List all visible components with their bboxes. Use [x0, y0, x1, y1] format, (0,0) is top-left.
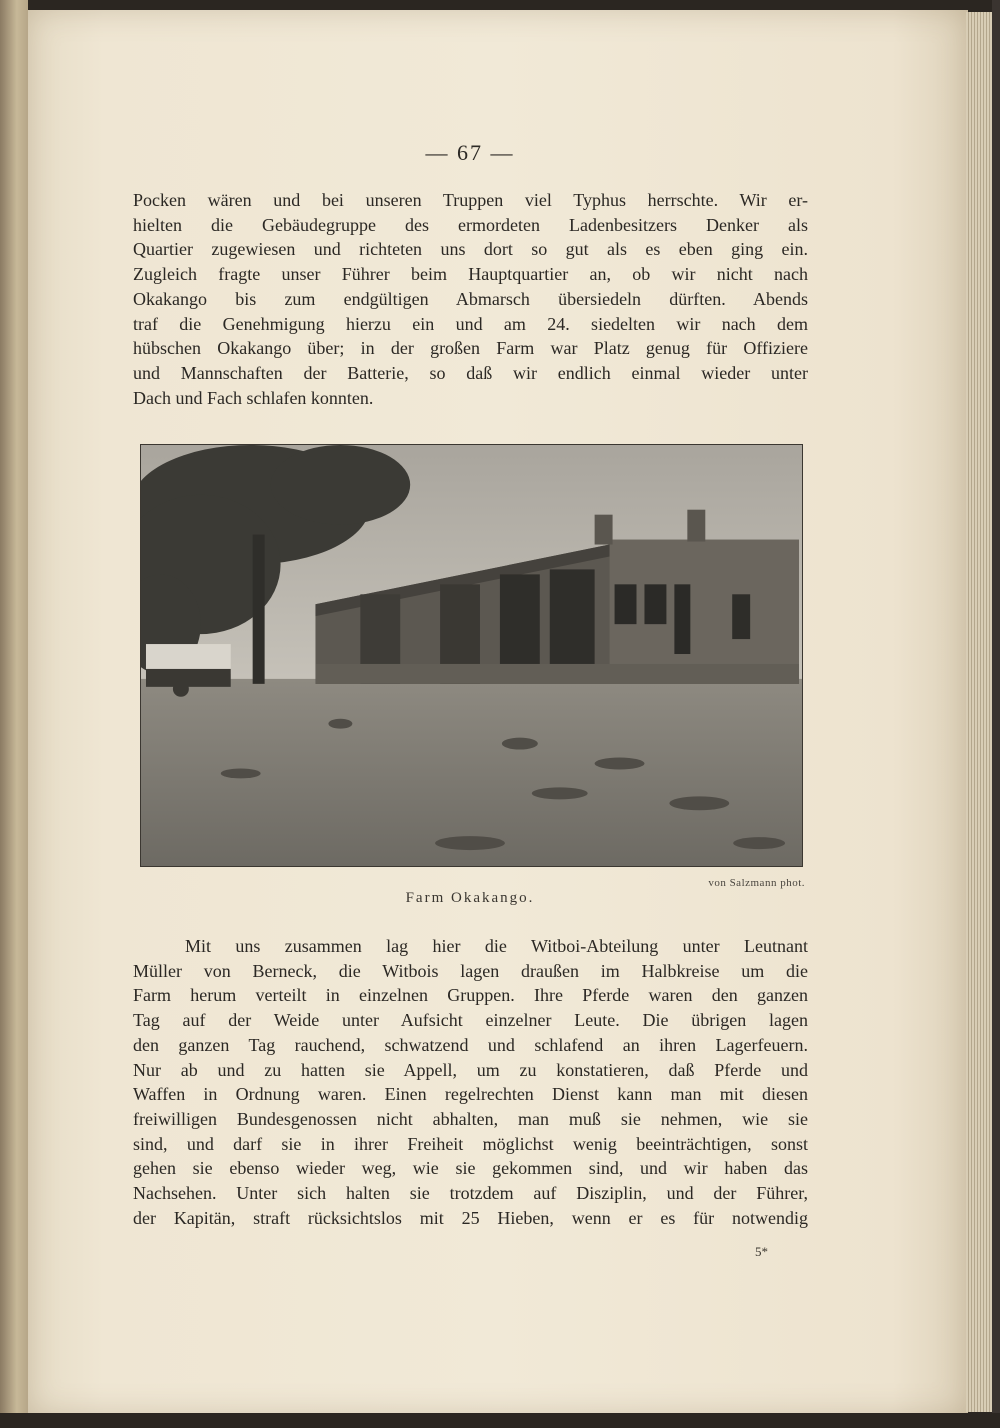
text-line: Okakango bis zum endgültigen Abmarsch übersiedeln dürften. Abends [133, 288, 808, 309]
farm-photograph [140, 444, 803, 867]
paragraph-1 [133, 188, 808, 410]
printer-signature: 5* [755, 1244, 768, 1259]
text-line: und Mannschaften der Batterie, so daß wir endlich einmal wieder unter [133, 362, 808, 383]
book-cover-edge [992, 0, 1000, 1428]
text-line: Farm herum verteilt in einzelnen Gruppen. Ihre Pferde waren den ganzen [133, 985, 808, 1006]
figure-caption: Farm Okakango. [405, 890, 535, 906]
text-line: gehen sie ebenso wieder weg, wie sie gekommen sind, und wir haben das [133, 1158, 808, 1179]
text-line: Nachsehen. Unter sich halten sie trotzdem auf Disziplin, und der Führer, [133, 1183, 808, 1204]
text-line: Pocken wären und bei unseren Truppen viel Typhus herrschte. Wir er- [133, 190, 808, 210]
text-line: Quartier zugewiesen und richteten uns dort so gut als es eben ging ein. [133, 239, 808, 260]
book-bottom-edge [0, 1413, 1000, 1428]
text-line: der Kapitän, straft rücksichtslos mit 25 Hieben, wenn er es für notwendig [133, 1207, 808, 1228]
text-line: Waffen in Ordnung waren. Einen regelrechten Dienst kann man mit diesen [133, 1084, 808, 1105]
book-spine [0, 0, 28, 1428]
text-line: Mit uns zusammen lag hier die Witboi-Abteilung unter Leutnant [185, 936, 808, 956]
photo-credit: von Salzmann phot. [708, 877, 805, 889]
text-line: hübschen Okakango über; in der großen Farm war Platz genug für Offiziere [133, 338, 808, 359]
text-line: freiwilligen Bundesgenossen nicht abhalten, man muß sie nehmen, wie sie [133, 1108, 808, 1129]
text-line: hielten die Gebäudegruppe des ermordeten Ladenbesitzers Denker als [133, 214, 808, 235]
text-line: den ganzen Tag rauchend, schwatzend und schlafend an ihren Lagerfeuern. [133, 1034, 808, 1055]
page-number: — 67 — [425, 140, 515, 165]
text-line: traf die Genehmigung hierzu ein und am 24. siedelten wir nach dem [133, 313, 808, 334]
text-line: Dach und Fach schlafen konnten. [133, 387, 374, 408]
page-edges [966, 12, 992, 1412]
text-line: Müller von Berneck, die Witbois lagen draußen im Halbkreise um die [133, 960, 808, 981]
photo-illustration [141, 445, 802, 866]
text-line: sind, und darf sie in ihrer Freiheit möglichst wenig beeinträchtigen, sonst [133, 1133, 808, 1154]
text-line: Zugleich fragte unser Führer beim Hauptquartier an, ob wir nicht nach [133, 264, 808, 285]
paragraph-2 [133, 934, 808, 1230]
text-line: Tag auf der Weide unter Aufsicht einzelner Leute. Die übrigen lagen [133, 1010, 808, 1031]
text-line: Nur ab und zu hatten sie Appell, um zu konstatieren, daß Pferde und [133, 1059, 808, 1080]
